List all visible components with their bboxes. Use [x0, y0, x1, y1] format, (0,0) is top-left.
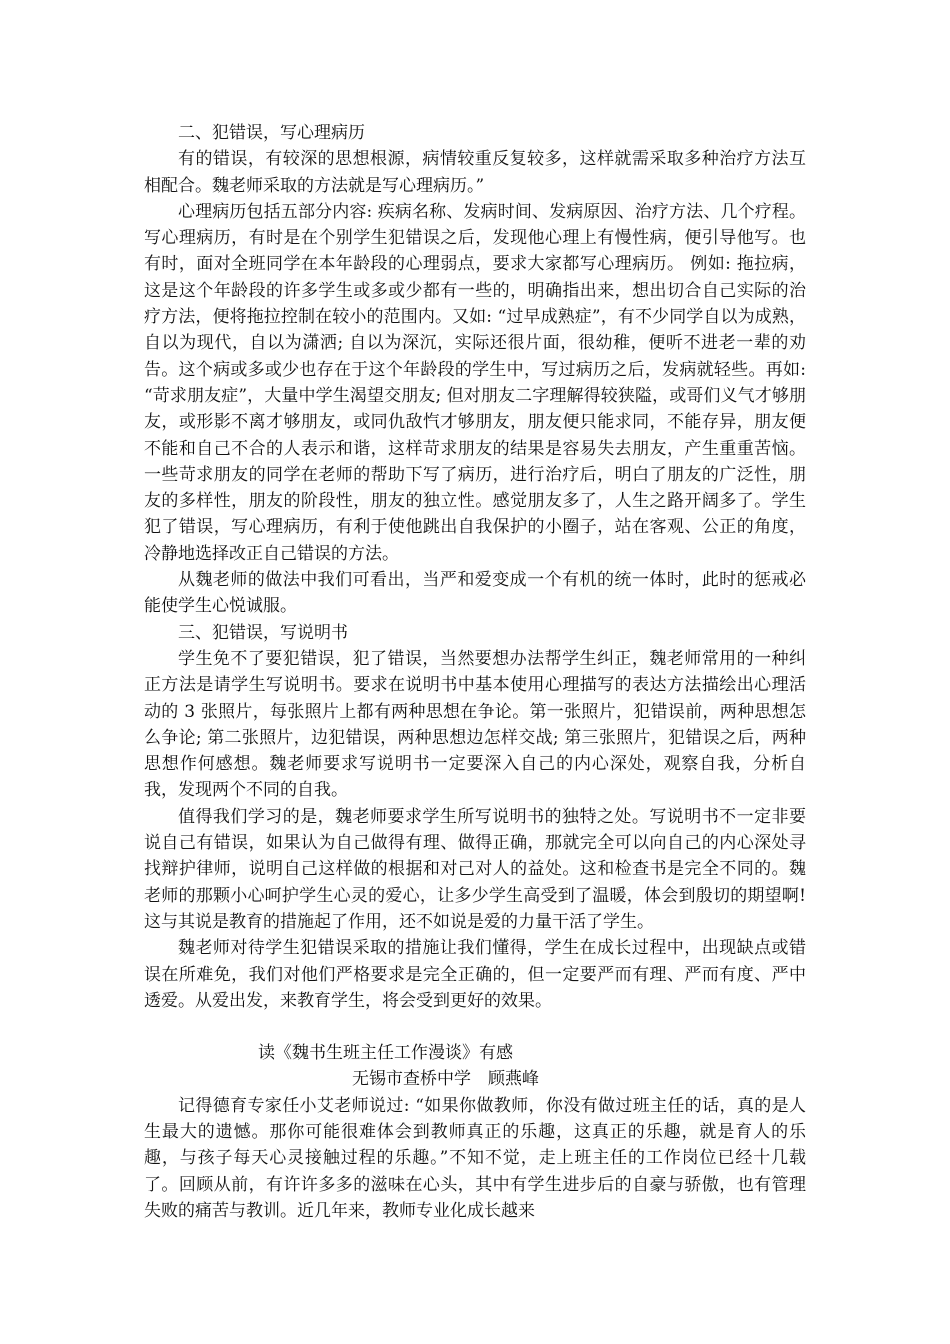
paragraph: 从魏老师的做法中我们可看出，当严和爱变成一个有机的统一体时，此时的惩戒必能使学生心悦诚服。 [144, 570, 806, 617]
paragraph: 魏老师对待学生犯错误采取的措施让我们懂得，学生在成长过程中，出现缺点或错误在所难免，我们对他们严格要求是完全正确的，但一定要严而有理、严而有度、严中透爱。从爱出发，来教育学生，将会受到更好的效果。 [144, 938, 806, 1011]
document-page [144, 120, 806, 1224]
section-heading: 三、犯错误，写说明书 [178, 622, 348, 643]
paragraph: 记得德育专家任小艾老师说过: “如果你做教师，你没有做过班主任的话，真的是人生最大的遗憾。那你可能很难体会到教师真正的乐趣，这真正的乐趣，就是育人的乐趣，与孩子每天心灵接触过程的乐趣。”不知不觉，走上班主任的工作岗位已经十几载了。回顾从前，有许许多多的滋味在心头，其中有学生进步后的自豪与骄傲，也有管理失败的痛苦与教训。近几年来，教师专业化成长越来 [144, 1095, 806, 1221]
article-title: 读《魏书生班主任工作漫谈》有感 [258, 1043, 513, 1064]
article-byline: 无锡市查桥中学 顾燕峰 [352, 1069, 539, 1090]
section-heading: 二、犯错误，写心理病历 [178, 123, 365, 143]
blank-line [144, 1014, 806, 1040]
paragraph: 心理病历包括五部分内容: 疾病名称、发病时间、发病原因、治疗方法、几个疗程。 写心理病历，有时是在个别学生犯错误之后，发现他心理上有慢性病，便引导他写。也有时，面对全班同学在本年龄段的心理弱点，要求大家都写心理病历。 例如: 拖拉病，这是这个年龄段的许多学生或多或少都有一些的，明确指出来，想出切合自己实际的治疗方法，便将拖拉控制在较小的范围内。又如: “过早成熟症”，有不少同学自以为成熟，自以为现代，自以为潇洒; 自以为深沉，实际还很片面，很幼稚，便听不进老一辈的劝告。这个病或多或少也存在于这个年龄段的学生中，写过病历之后，发病就轻些。再如: “苛求朋友症”，大量中学生渴望交朋友; 但对朋友二字理解得较狭隘，或哥们义气才够朋友，或形影不离才够朋友，或同仇敌忾才够朋友，朋友便只能求同，不能存异，朋友便不能和自己不合的人表示和谐，这样苛求朋友的结果是容易失去朋友，产生重重苦恼。一些苛求朋友的同学在老师的帮助下写了病历，进行治疗后，明白了朋友的广泛性，朋友的多样性，朋友的阶段性，朋友的独立性。感觉朋友多了，人生之路开阔多了。学生犯了错误，写心理病历，有利于使他跳出自我保护的小圈子，站在客观、公正的角度，冷静地选择改正自己错误的方法。 [144, 201, 806, 564]
paragraph: 有的错误，有较深的思想根源，病情较重反复较多，这样就需采取多种治疗方法互相配合。魏老师采取的方法就是写心理病历。” [144, 149, 806, 196]
paragraph: 值得我们学习的是，魏老师要求学生所写说明书的独特之处。写说明书不一定非要说自己有错误，如果认为自己做得有理、做得正确，那就完全可以向自己的内心深处寻找辩护律师，说明自己这样做的根据和对己对人的益处。这和检查书是完全不同的。魏老师的那颗小心呵护学生心灵的爱心，让多少学生高受到了温暖，体会到殷切的期望啊! 这与其说是教育的措施起了作用，还不如说是爱的力量干活了学生。 [144, 806, 806, 932]
paragraph: 学生免不了要犯错误，犯了错误，当然要想办法帮学生纠正，魏老师常用的一种纠正方法是请学生写说明书。要求在说明书中基本使用心理描写的表达方法描绘出心理活动的 3 张照片，每张照片上都有两种思想在争论。第一张照片，犯错误前，两种思想怎么争论; 第二张照片，边犯错误，两种思想边怎样交战; 第三张照片，犯错误之后，两种思想作何感想。魏老师要求写说明书一定要深入自己的内心深处，观察自我，分析自我，发现两个不同的自我。 [144, 648, 806, 801]
